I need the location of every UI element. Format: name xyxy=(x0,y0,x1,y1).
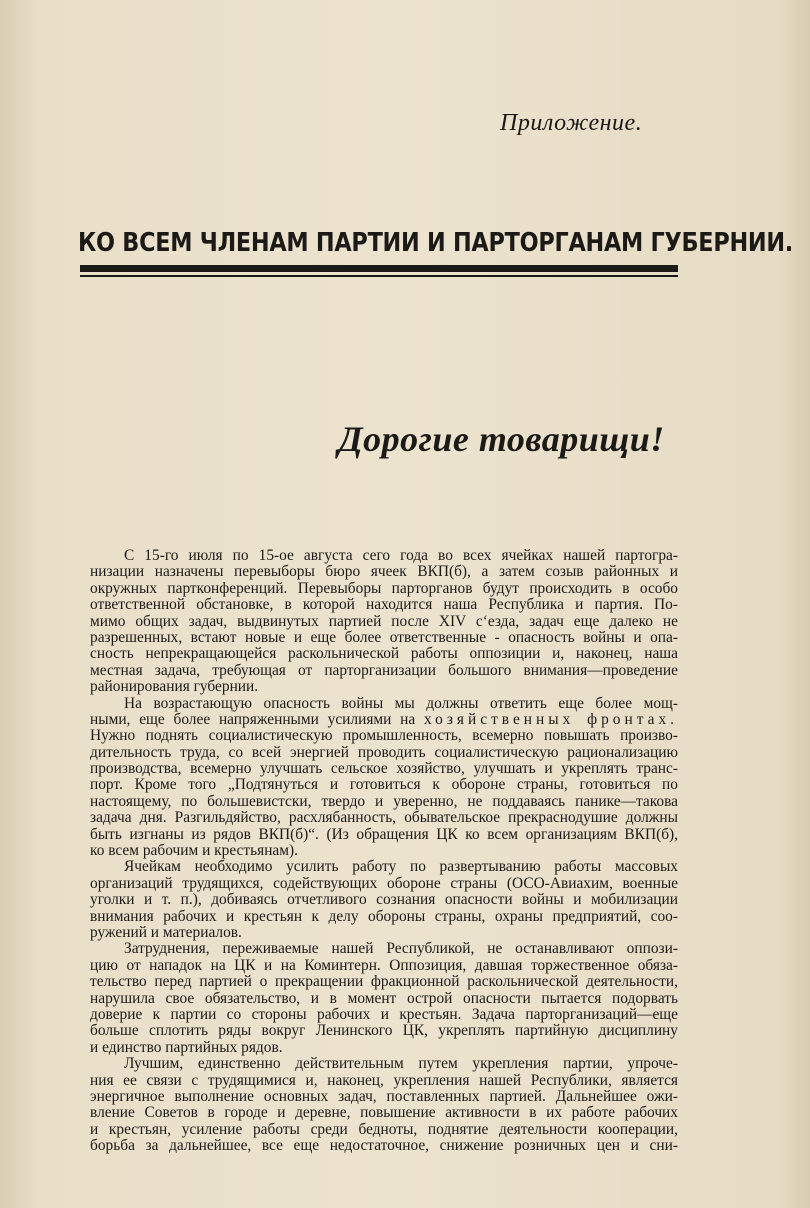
text-line: ко всем рабочим и крестьянам). xyxy=(90,842,298,860)
text-line xyxy=(90,712,678,728)
text-line: быть изгнаны из рядов ВКП(б)“. (Из обращения ЦК ко всем организациям ВКП(б), xyxy=(90,825,678,843)
text-line: задача дня. Разгильдяйство, расхлябанность, обывательское прекраснодушие должны xyxy=(90,809,678,827)
text-line: настоящему, по большевистски, твердо и уверенно, не поддаваясь панике—такова xyxy=(90,792,678,810)
text-line: уголки и т. п.), добиваясь отчетливого сознания опасности войны и мобилизации xyxy=(90,891,678,909)
text-line: доверие к партии со стороны рабочих и крестьян. Задача парторганизаций—еще xyxy=(90,1005,678,1023)
text-fragment: ными, еще более напряженными усилиями на xyxy=(90,710,416,728)
text-line: ния ее связи с трудящимися и, наконец, укрепления нашей Республики, является xyxy=(90,1071,678,1089)
body-text xyxy=(90,548,678,1154)
text-line: На возрастающую опасность войны мы должны ответить еще более мощ- xyxy=(124,694,678,712)
greeting: Дорогие товарищи! xyxy=(338,419,665,459)
text-line: производства, всемерно улучшать сельское хозяйство, улучшать и укреплять транс- xyxy=(90,760,678,778)
text-line: сность непрекращающейся раскольнической работы оппозиции и, наконец, наша xyxy=(90,645,678,663)
text-line: Нужно поднять социалистическую промышленность, всемерно повышать произво- xyxy=(90,727,678,745)
text-line: ответственной обстановке, в которой находится наша Республика и партия. По- xyxy=(90,596,678,614)
text-line: вление Советов в городе и деревне, повышение активности в их работе рабочих xyxy=(90,1104,678,1122)
text-line: организаций трудящихся, содействующих обороне страны (ОСО-Авиахим, военные xyxy=(90,874,678,892)
text-line: и крестьян, усиление работы среди бедноты, поднятие деятельности кооперации, xyxy=(90,1120,678,1138)
text-line: борьба за дальнейшее, все еще недостаточное, снижение розничных цен и сни- xyxy=(90,1137,678,1155)
text-line: С 15-го июля по 15-ое августа сего года во всех ячейках нашей партогра- xyxy=(124,547,678,564)
appendix-label: Приложение. xyxy=(500,110,643,136)
title-underline-thin xyxy=(80,275,678,277)
text-line: внимания рабочих и крестьян к делу обороны страны, охраны предприятий, соо- xyxy=(90,907,678,925)
text-line: энергичное выполнение основных задач, поставленных партией. Дальнейшее ожи- xyxy=(90,1087,678,1105)
text-line: больше сплотить ряды вокруг Ленинского ЦК, укреплять партийную дисциплину xyxy=(90,1022,678,1040)
text-line: тельство перед партией о прекращении фракционной раскольнической деятельности, xyxy=(90,973,678,991)
text-line: низации назначены перевыборы бюро ячеек ВКП(б), а затем созыв районных и xyxy=(90,563,678,581)
text-line: разрешенных, встают новые и еще более ответственные - опасность войны и опа- xyxy=(90,628,678,646)
text-line: местная задача, требующая от парторганизации большого внимания—проведение xyxy=(90,661,678,679)
text-line: цию от нападок на ЦК и на Коминтерн. Оппозиция, давшая торжественное обяза- xyxy=(90,956,678,974)
text-line: окружных партконференций. Перевыборы парторганов будут происходить в особо xyxy=(90,579,678,597)
text-line: ружений и материалов. xyxy=(90,923,242,941)
text-line: Затруднения, переживаемые нашей Республикой, не останавливают оппози- xyxy=(124,940,678,958)
title-underline-thick xyxy=(80,265,678,272)
spaced-emphasis: хозяйственных фронтах. xyxy=(424,710,678,728)
text-line: районирования губернии. xyxy=(90,678,259,696)
text-line: нарушила свое обязательство, и в момент острой опасности пытается подорвать xyxy=(90,989,678,1007)
text-line: мимо общих задач, выдвинутых партией после XIV с‘езда, задач еще далеко не xyxy=(90,612,678,630)
text-line: порт. Кроме того „Подтянуться и готовиться к обороне страны, готовиться по xyxy=(90,776,678,794)
text-line: Лучшим, единственно действительным путем укрепления партии, упроче- xyxy=(124,1055,678,1073)
page-title: КО ВСЕМ ЧЛЕНАМ ПАРТИИ И ПАРТОРГАНАМ ГУБЕРНИИ. xyxy=(78,228,794,258)
text-line: Ячейкам необходимо усилить работу по развертыванию работы массовых xyxy=(124,858,678,876)
text-line: дительность труда, со всей энергией проводить социалистическую рационализацию xyxy=(90,743,678,761)
text-line: и единство партийных рядов. xyxy=(90,1038,283,1056)
